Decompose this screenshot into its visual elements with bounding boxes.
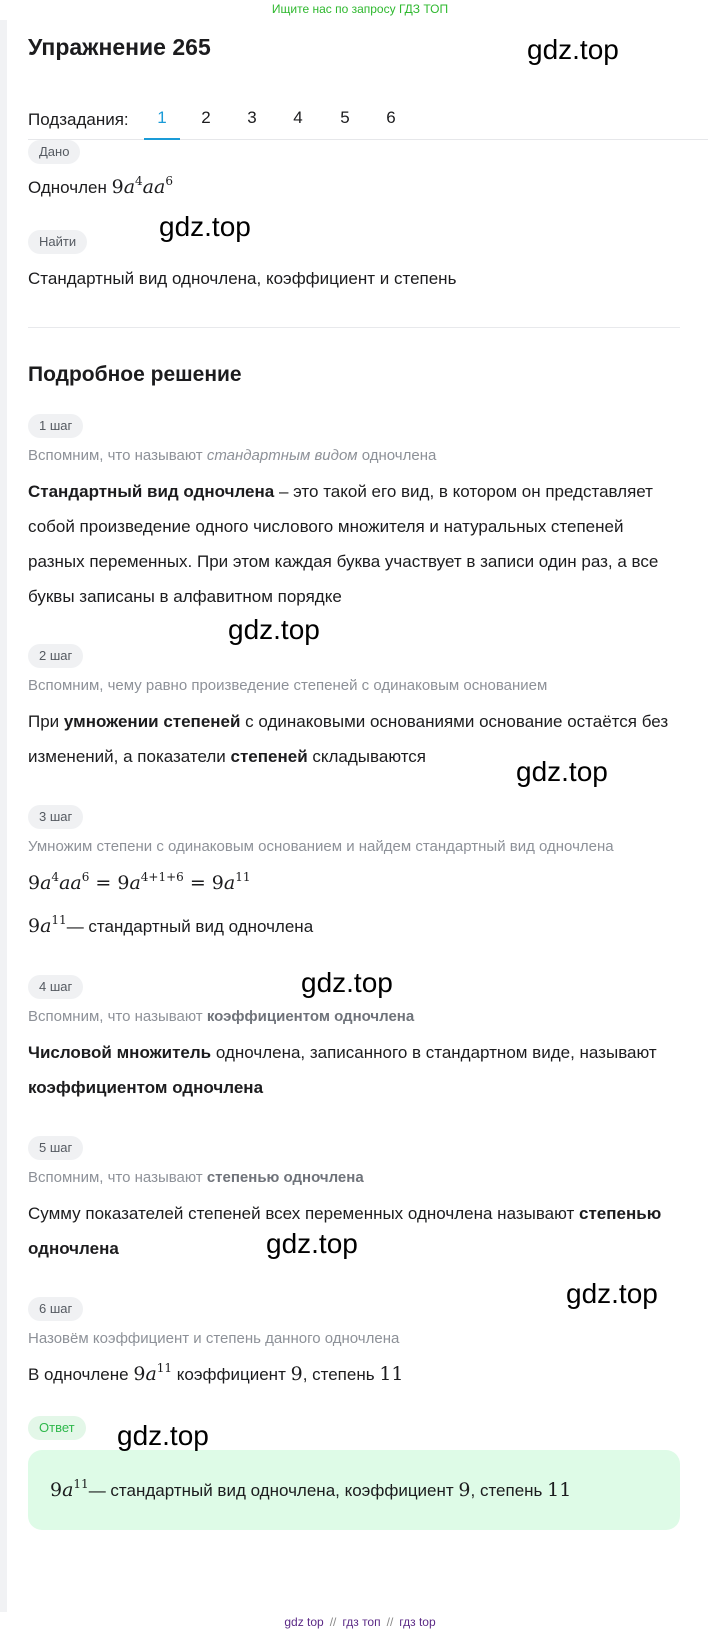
watermark: gdz.top bbox=[117, 1420, 209, 1451]
page-title: Упражнение 265 bbox=[28, 34, 211, 60]
step-4-chip: 4 шаг bbox=[28, 975, 83, 999]
divider bbox=[28, 327, 680, 328]
footer-link[interactable]: gdz top bbox=[284, 1615, 324, 1629]
watermark: gdz.top bbox=[159, 211, 251, 242]
watermark: gdz.top bbox=[516, 756, 608, 787]
footer-separator: // bbox=[329, 1615, 337, 1629]
step-1-chip: 1 шаг bbox=[28, 414, 83, 438]
tab-subtask-5[interactable]: 5 bbox=[340, 108, 350, 127]
tab-subtask-1[interactable]: 1 bbox=[144, 108, 180, 140]
tab-subtask-3[interactable]: 3 bbox=[247, 108, 257, 127]
step-5-chip: 5 шаг bbox=[28, 1136, 83, 1160]
step-2-chip: 2 шаг bbox=[28, 644, 83, 668]
subtasks-label: Подзадания: bbox=[28, 110, 129, 129]
step-2-text: При умножении степеней с одинаковыми основаниями основание остаётся без изменений, а показатели степеней складываются bbox=[28, 712, 669, 766]
watermark: gdz.top bbox=[228, 614, 320, 645]
step-6-chip: 6 шаг bbox=[28, 1297, 83, 1321]
find-chip: Найти bbox=[28, 230, 87, 254]
step-4-hint: Вспомним, что называют коэффициентом одночлена bbox=[28, 1008, 415, 1025]
watermark: gdz.top bbox=[266, 1228, 358, 1259]
footer-separator: // bbox=[386, 1615, 394, 1629]
footer-link[interactable]: гдз top bbox=[399, 1615, 436, 1629]
step-2-hint: Вспомним, чему равно произведение степеней с одинаковым основанием bbox=[28, 677, 548, 694]
step-1-hint: Вспомним, что называют стандартным видом одночлена bbox=[28, 447, 437, 464]
top-banner: Ищите нас по запросу ГДЗ ТОП bbox=[271, 2, 449, 16]
step-3-hint: Умножим степени с одинаковым основанием и найдем стандартный вид одночлена bbox=[28, 838, 614, 855]
subtasks-tabs bbox=[28, 90, 708, 140]
step-1-text: Стандартный вид одночлена – это такой его вид, в котором он представляет собой произведение одного числового множителя и натуральных степеней разных переменных. При этом каждая буква участвует в записи один раз, а все буквы записаны в алфавитном порядке bbox=[28, 482, 659, 606]
given-chip: Дано bbox=[28, 140, 80, 164]
step-3-result: $9a^{11}—$ стандартный вид одночлена bbox=[28, 913, 314, 937]
solution-title: Подробное решение bbox=[28, 363, 242, 386]
footer-link[interactable]: гдз топ bbox=[342, 1615, 381, 1629]
left-strip bbox=[0, 20, 7, 1612]
step-5-hint: Вспомним, что называют степенью одночлена bbox=[28, 1169, 364, 1186]
given-prefix: Одночлен bbox=[28, 178, 112, 197]
answer-text: $9a^{11}—$ стандартный вид одночлена, коэффициент 9, степень 11 bbox=[50, 1477, 572, 1501]
tab-subtask-6[interactable]: 6 bbox=[386, 108, 396, 127]
watermark: gdz.top bbox=[566, 1278, 658, 1309]
footer bbox=[0, 1612, 720, 1632]
given-monomial: $9a^4aa^6$ bbox=[111, 174, 173, 198]
answer-chip: Ответ bbox=[28, 1416, 86, 1440]
given-text bbox=[28, 170, 678, 205]
answer-box bbox=[28, 1450, 680, 1530]
step-6-hint: Назовём коэффициент и степень данного одночлена bbox=[28, 1330, 400, 1347]
step-6-text: В одночлене $9a^{11}$ коэффициент 9, степень 11 bbox=[28, 1361, 404, 1385]
tab-subtask-2[interactable]: 2 bbox=[201, 108, 211, 127]
step-3-chip: 3 шаг bbox=[28, 805, 83, 829]
watermark: gdz.top bbox=[301, 967, 393, 998]
step-4-text: Числовой множитель одночлена, записанного в стандартном виде, называют коэффициентом одночлена bbox=[28, 1043, 657, 1097]
find-text: Стандартный вид одночлена, коэффициент и степень bbox=[28, 269, 457, 288]
tab-subtask-4[interactable]: 4 bbox=[293, 108, 303, 127]
watermark: gdz.top bbox=[527, 34, 619, 65]
step-3-equation: $9a^4aa^6 = 9a^{4+1+6} = 9a^{11}$ bbox=[28, 870, 251, 894]
step-5-text: Сумму показателей степеней всех переменных одночлена называют степенью одночлена bbox=[28, 1204, 662, 1258]
